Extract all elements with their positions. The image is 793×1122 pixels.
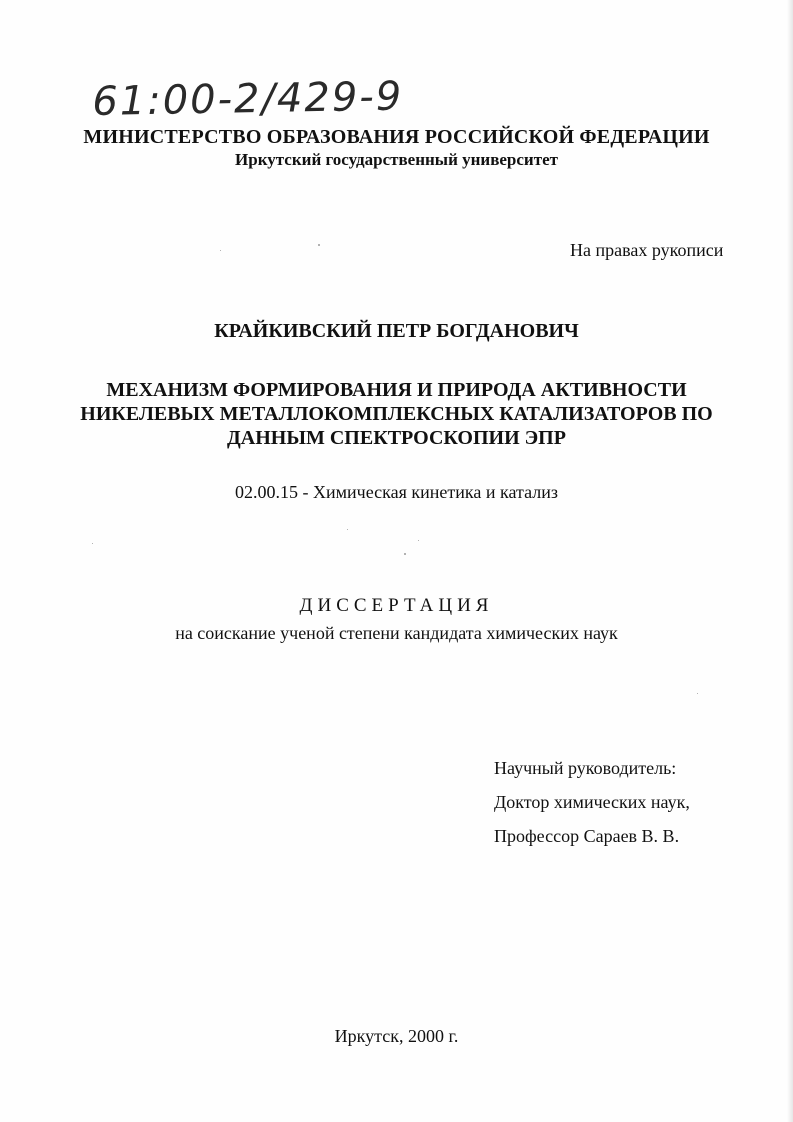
advisor-label: Научный руководитель: <box>494 758 677 778</box>
scan-speck <box>418 540 419 541</box>
scan-speck <box>404 553 406 555</box>
specialty-code: 02.00.15 - Химическая кинетика и катализ <box>235 482 558 502</box>
scan-speck <box>92 543 93 544</box>
ministry-heading: МИНИСТЕРСТВО ОБРАЗОВАНИЯ РОССИЙСКОЙ ФЕДЕРАЦИИ <box>83 126 710 148</box>
manuscript-note: На правах рукописи <box>570 240 724 260</box>
archive-stamp: 61:00-2/429-9 <box>91 73 404 125</box>
university-name: Иркутский государственный университет <box>235 150 558 169</box>
scan-speck <box>318 244 320 246</box>
advisor-degree: Доктор химических наук, <box>494 792 690 812</box>
scan-speck <box>347 529 348 530</box>
title-line-3: ДАННЫМ СПЕКТРОСКОПИИ ЭПР <box>227 427 566 449</box>
title-line-1: МЕХАНИЗМ ФОРМИРОВАНИЯ И ПРИРОДА АКТИВНОСТИ <box>106 379 687 401</box>
degree-statement: на соискание ученой степени кандидата химических наук <box>175 623 618 643</box>
scan-speck <box>697 693 698 694</box>
scan-edge-shadow <box>787 0 793 1122</box>
work-type-heading: ДИССЕРТАЦИЯ <box>299 595 494 616</box>
advisor-name: Профессор Сараев В. В. <box>494 826 680 846</box>
city-year: Иркутск, 2000 г. <box>334 1026 459 1046</box>
scan-speck <box>220 250 221 251</box>
author-name: КРАЙКИВСКИЙ ПЕТР БОГДАНОВИЧ <box>214 320 579 342</box>
title-line-2: НИКЕЛЕВЫХ МЕТАЛЛОКОМПЛЕКСНЫХ КАТАЛИЗАТОРОВ ПО <box>80 403 713 425</box>
